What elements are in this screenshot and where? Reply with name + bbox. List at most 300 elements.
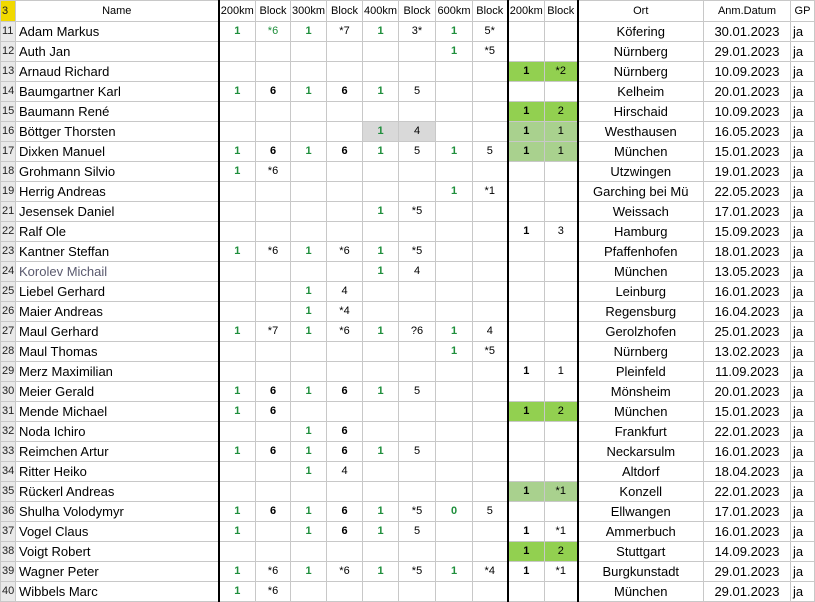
date-cell[interactable]: 15.01.2023 — [704, 402, 791, 422]
c600-cell[interactable] — [436, 522, 473, 542]
b5-cell[interactable] — [545, 382, 578, 402]
b5-cell[interactable] — [545, 282, 578, 302]
b2-cell[interactable]: *6 — [327, 322, 363, 342]
b5-cell[interactable] — [545, 242, 578, 262]
b2-cell[interactable]: 6 — [327, 382, 363, 402]
b3-cell[interactable]: 5 — [399, 442, 436, 462]
b2-cell[interactable] — [327, 202, 363, 222]
b2-cell[interactable] — [327, 162, 363, 182]
c600-cell[interactable] — [436, 222, 473, 242]
gp-cell[interactable]: ja — [791, 302, 815, 322]
c300-cell[interactable]: 1 — [291, 282, 327, 302]
c200-cell[interactable] — [219, 62, 256, 82]
b4-cell[interactable] — [473, 462, 508, 482]
ort-cell[interactable]: Mönsheim — [578, 382, 704, 402]
b2-cell[interactable] — [327, 122, 363, 142]
c200-cell[interactable]: 1 — [219, 142, 256, 162]
b1-cell[interactable] — [256, 282, 291, 302]
date-cell[interactable]: 11.09.2023 — [704, 362, 791, 382]
b1-cell[interactable] — [256, 202, 291, 222]
gp-cell[interactable]: ja — [791, 182, 815, 202]
gp-cell[interactable]: ja — [791, 542, 815, 562]
b1-cell[interactable]: 6 — [256, 442, 291, 462]
b5-cell[interactable]: *2 — [545, 62, 578, 82]
b1-cell[interactable]: *6 — [256, 562, 291, 582]
b4-cell[interactable] — [473, 82, 508, 102]
ort-cell[interactable]: Burgkunstadt — [578, 562, 704, 582]
c400-cell[interactable]: 1 — [363, 262, 399, 282]
b4-cell[interactable] — [473, 122, 508, 142]
b5-cell[interactable] — [545, 182, 578, 202]
name-cell[interactable]: Böttger Thorsten — [16, 122, 219, 142]
b4-cell[interactable] — [473, 542, 508, 562]
c200-cell[interactable]: 1 — [219, 22, 256, 42]
row-number[interactable]: 25 — [1, 282, 16, 302]
gp-cell[interactable]: ja — [791, 242, 815, 262]
row-number[interactable]: 26 — [1, 302, 16, 322]
c400-cell[interactable] — [363, 362, 399, 382]
c600-cell[interactable] — [436, 402, 473, 422]
row-number[interactable]: 30 — [1, 382, 16, 402]
gp-cell[interactable]: ja — [791, 102, 815, 122]
ort-cell[interactable]: Hirschaid — [578, 102, 704, 122]
row-number[interactable]: 33 — [1, 442, 16, 462]
c200b-cell[interactable] — [508, 302, 545, 322]
c300-cell[interactable]: 1 — [291, 22, 327, 42]
c200-cell[interactable]: 1 — [219, 402, 256, 422]
ort-cell[interactable]: München — [578, 262, 704, 282]
row-number[interactable]: 34 — [1, 462, 16, 482]
name-cell[interactable]: Wagner Peter — [16, 562, 219, 582]
c200b-cell[interactable] — [508, 162, 545, 182]
date-cell[interactable]: 16.01.2023 — [704, 442, 791, 462]
gp-cell[interactable]: ja — [791, 382, 815, 402]
c200b-cell[interactable]: 1 — [508, 542, 545, 562]
name-cell[interactable]: Shulha Volodymyr — [16, 502, 219, 522]
row-number[interactable]: 11 — [1, 22, 16, 42]
b2-cell[interactable]: 4 — [327, 282, 363, 302]
row-number[interactable]: 14 — [1, 82, 16, 102]
b4-cell[interactable] — [473, 162, 508, 182]
ort-cell[interactable]: Utzwingen — [578, 162, 704, 182]
ort-cell[interactable]: Nürnberg — [578, 342, 704, 362]
c200b-cell[interactable]: 1 — [508, 522, 545, 542]
b1-cell[interactable] — [256, 42, 291, 62]
b5-cell[interactable] — [545, 202, 578, 222]
ort-cell[interactable]: Frankfurt — [578, 422, 704, 442]
b4-cell[interactable] — [473, 382, 508, 402]
b2-cell[interactable] — [327, 402, 363, 422]
b3-cell[interactable] — [399, 42, 436, 62]
c200-cell[interactable] — [219, 282, 256, 302]
c300-cell[interactable]: 1 — [291, 522, 327, 542]
b1-cell[interactable]: *6 — [256, 22, 291, 42]
c200b-cell[interactable] — [508, 202, 545, 222]
c400-cell[interactable] — [363, 342, 399, 362]
b5-cell[interactable]: *1 — [545, 562, 578, 582]
c300-cell[interactable] — [291, 42, 327, 62]
b2-cell[interactable] — [327, 62, 363, 82]
b2-cell[interactable]: 6 — [327, 82, 363, 102]
name-cell[interactable]: Maier Andreas — [16, 302, 219, 322]
c600-cell[interactable]: 1 — [436, 182, 473, 202]
c200b-cell[interactable] — [508, 502, 545, 522]
name-cell[interactable]: Baumann René — [16, 102, 219, 122]
ort-cell[interactable]: Nürnberg — [578, 42, 704, 62]
b1-cell[interactable] — [256, 462, 291, 482]
b5-cell[interactable] — [545, 162, 578, 182]
b2-cell[interactable] — [327, 542, 363, 562]
c600-cell[interactable] — [436, 462, 473, 482]
name-cell[interactable]: Maul Thomas — [16, 342, 219, 362]
c400-cell[interactable]: 1 — [363, 442, 399, 462]
c200-cell[interactable]: 1 — [219, 162, 256, 182]
row-number[interactable]: 15 — [1, 102, 16, 122]
gp-cell[interactable]: ja — [791, 462, 815, 482]
b2-cell[interactable] — [327, 182, 363, 202]
c600-cell[interactable] — [436, 202, 473, 222]
c200b-cell[interactable] — [508, 22, 545, 42]
b5-cell[interactable]: *1 — [545, 482, 578, 502]
b1-cell[interactable]: 6 — [256, 502, 291, 522]
c400-cell[interactable]: 1 — [363, 22, 399, 42]
c400-cell[interactable] — [363, 402, 399, 422]
b2-cell[interactable] — [327, 262, 363, 282]
c400-cell[interactable]: 1 — [363, 502, 399, 522]
b2-cell[interactable]: 6 — [327, 502, 363, 522]
c400-cell[interactable] — [363, 482, 399, 502]
b4-cell[interactable]: 5* — [473, 22, 508, 42]
c600-cell[interactable] — [436, 122, 473, 142]
b1-cell[interactable]: *7 — [256, 322, 291, 342]
c400-cell[interactable] — [363, 302, 399, 322]
b1-cell[interactable] — [256, 122, 291, 142]
c600-cell[interactable]: 1 — [436, 342, 473, 362]
b4-cell[interactable] — [473, 442, 508, 462]
col-header-block-2[interactable]: Block — [327, 1, 363, 22]
c300-cell[interactable] — [291, 342, 327, 362]
date-cell[interactable]: 17.01.2023 — [704, 202, 791, 222]
c300-cell[interactable]: 1 — [291, 462, 327, 482]
c200b-cell[interactable]: 1 — [508, 562, 545, 582]
b5-cell[interactable]: 2 — [545, 102, 578, 122]
gp-cell[interactable]: ja — [791, 282, 815, 302]
b4-cell[interactable] — [473, 362, 508, 382]
row-number[interactable]: 23 — [1, 242, 16, 262]
c200b-cell[interactable] — [508, 242, 545, 262]
row-number[interactable]: 37 — [1, 522, 16, 542]
b3-cell[interactable]: 5 — [399, 382, 436, 402]
name-cell[interactable]: Baumgartner Karl — [16, 82, 219, 102]
b5-cell[interactable]: 2 — [545, 542, 578, 562]
ort-cell[interactable]: Pleinfeld — [578, 362, 704, 382]
name-cell[interactable]: Maul Gerhard — [16, 322, 219, 342]
name-cell[interactable]: Ritter Heiko — [16, 462, 219, 482]
b2-cell[interactable]: 6 — [327, 422, 363, 442]
c200b-cell[interactable] — [508, 322, 545, 342]
col-header-400km[interactable]: 400km — [363, 1, 399, 22]
c400-cell[interactable]: 1 — [363, 122, 399, 142]
name-cell[interactable]: Meier Gerald — [16, 382, 219, 402]
b2-cell[interactable]: *4 — [327, 302, 363, 322]
c600-cell[interactable] — [436, 482, 473, 502]
b3-cell[interactable]: 4 — [399, 262, 436, 282]
row-number[interactable]: 29 — [1, 362, 16, 382]
date-cell[interactable]: 16.01.2023 — [704, 522, 791, 542]
gp-cell[interactable]: ja — [791, 202, 815, 222]
c200b-cell[interactable] — [508, 42, 545, 62]
b3-cell[interactable] — [399, 422, 436, 442]
c300-cell[interactable]: 1 — [291, 142, 327, 162]
b4-cell[interactable]: 5 — [473, 142, 508, 162]
date-cell[interactable]: 17.01.2023 — [704, 502, 791, 522]
b3-cell[interactable]: *5 — [399, 562, 436, 582]
date-cell[interactable]: 22.01.2023 — [704, 482, 791, 502]
b1-cell[interactable] — [256, 182, 291, 202]
ort-cell[interactable]: Garching bei Mü — [578, 182, 704, 202]
c200-cell[interactable] — [219, 102, 256, 122]
col-header-200km-2[interactable]: 200km — [508, 1, 545, 22]
gp-cell[interactable]: ja — [791, 222, 815, 242]
ort-cell[interactable]: München — [578, 402, 704, 422]
c200-cell[interactable] — [219, 422, 256, 442]
b3-cell[interactable]: 5 — [399, 82, 436, 102]
ort-cell[interactable]: Regensburg — [578, 302, 704, 322]
b3-cell[interactable] — [399, 302, 436, 322]
b3-cell[interactable] — [399, 342, 436, 362]
b3-cell[interactable] — [399, 582, 436, 602]
b3-cell[interactable]: *5 — [399, 202, 436, 222]
c200b-cell[interactable]: 1 — [508, 122, 545, 142]
row-number[interactable]: 38 — [1, 542, 16, 562]
c300-cell[interactable] — [291, 482, 327, 502]
gp-cell[interactable]: ja — [791, 362, 815, 382]
b5-cell[interactable]: 3 — [545, 222, 578, 242]
b5-cell[interactable] — [545, 462, 578, 482]
c400-cell[interactable]: 1 — [363, 82, 399, 102]
name-cell[interactable]: Mende Michael — [16, 402, 219, 422]
c200-cell[interactable]: 1 — [219, 582, 256, 602]
b4-cell[interactable]: *4 — [473, 562, 508, 582]
b4-cell[interactable] — [473, 582, 508, 602]
c400-cell[interactable] — [363, 222, 399, 242]
ort-cell[interactable]: Altdorf — [578, 462, 704, 482]
c200-cell[interactable] — [219, 222, 256, 242]
name-cell[interactable]: Arnaud Richard — [16, 62, 219, 82]
c400-cell[interactable]: 1 — [363, 562, 399, 582]
row-number[interactable]: 39 — [1, 562, 16, 582]
c600-cell[interactable]: 0 — [436, 502, 473, 522]
b4-cell[interactable] — [473, 202, 508, 222]
name-cell[interactable]: Voigt Robert — [16, 542, 219, 562]
date-cell[interactable]: 20.01.2023 — [704, 382, 791, 402]
c600-cell[interactable] — [436, 582, 473, 602]
ort-cell[interactable]: Pfaffenhofen — [578, 242, 704, 262]
c200b-cell[interactable]: 1 — [508, 102, 545, 122]
name-cell[interactable]: Liebel Gerhard — [16, 282, 219, 302]
c200-cell[interactable]: 1 — [219, 382, 256, 402]
c600-cell[interactable]: 1 — [436, 22, 473, 42]
row-header[interactable]: 3 — [1, 1, 16, 22]
ort-cell[interactable]: Ammerbuch — [578, 522, 704, 542]
c600-cell[interactable] — [436, 102, 473, 122]
name-cell[interactable]: Auth Jan — [16, 42, 219, 62]
date-cell[interactable]: 13.05.2023 — [704, 262, 791, 282]
c300-cell[interactable] — [291, 102, 327, 122]
c300-cell[interactable]: 1 — [291, 242, 327, 262]
b3-cell[interactable]: ?6 — [399, 322, 436, 342]
row-number[interactable]: 27 — [1, 322, 16, 342]
b3-cell[interactable] — [399, 482, 436, 502]
b1-cell[interactable] — [256, 102, 291, 122]
b3-cell[interactable] — [399, 222, 436, 242]
date-cell[interactable]: 15.01.2023 — [704, 142, 791, 162]
b4-cell[interactable] — [473, 282, 508, 302]
row-number[interactable]: 22 — [1, 222, 16, 242]
col-header-200km[interactable]: 200km — [219, 1, 256, 22]
name-cell[interactable]: Jesensek Daniel — [16, 202, 219, 222]
b4-cell[interactable] — [473, 482, 508, 502]
col-header-block-4[interactable]: Block — [473, 1, 508, 22]
c400-cell[interactable] — [363, 162, 399, 182]
b2-cell[interactable] — [327, 362, 363, 382]
date-cell[interactable]: 15.09.2023 — [704, 222, 791, 242]
name-cell[interactable]: Noda Ichiro — [16, 422, 219, 442]
c200-cell[interactable]: 1 — [219, 322, 256, 342]
c600-cell[interactable] — [436, 262, 473, 282]
c600-cell[interactable] — [436, 302, 473, 322]
c200-cell[interactable] — [219, 262, 256, 282]
row-number[interactable]: 32 — [1, 422, 16, 442]
date-cell[interactable]: 16.01.2023 — [704, 282, 791, 302]
c300-cell[interactable] — [291, 162, 327, 182]
row-number[interactable]: 35 — [1, 482, 16, 502]
b3-cell[interactable] — [399, 282, 436, 302]
c300-cell[interactable] — [291, 62, 327, 82]
col-header-name[interactable]: Name — [16, 1, 219, 22]
ort-cell[interactable]: Stuttgart — [578, 542, 704, 562]
b2-cell[interactable]: 4 — [327, 462, 363, 482]
b1-cell[interactable] — [256, 422, 291, 442]
c200b-cell[interactable]: 1 — [508, 402, 545, 422]
b4-cell[interactable] — [473, 242, 508, 262]
row-number[interactable]: 19 — [1, 182, 16, 202]
col-header-gp[interactable]: GP — [791, 1, 815, 22]
c600-cell[interactable]: 1 — [436, 142, 473, 162]
gp-cell[interactable]: ja — [791, 422, 815, 442]
c600-cell[interactable] — [436, 422, 473, 442]
b1-cell[interactable]: *6 — [256, 242, 291, 262]
name-cell[interactable]: Herrig Andreas — [16, 182, 219, 202]
gp-cell[interactable]: ja — [791, 62, 815, 82]
b5-cell[interactable] — [545, 442, 578, 462]
col-header-block-1[interactable]: Block — [256, 1, 291, 22]
b2-cell[interactable]: *7 — [327, 22, 363, 42]
gp-cell[interactable]: ja — [791, 322, 815, 342]
c600-cell[interactable] — [436, 542, 473, 562]
ort-cell[interactable]: München — [578, 582, 704, 602]
c200-cell[interactable] — [219, 202, 256, 222]
c600-cell[interactable]: 1 — [436, 562, 473, 582]
c200-cell[interactable]: 1 — [219, 442, 256, 462]
b1-cell[interactable]: 6 — [256, 402, 291, 422]
b3-cell[interactable]: 5 — [399, 522, 436, 542]
c300-cell[interactable]: 1 — [291, 442, 327, 462]
row-number[interactable]: 21 — [1, 202, 16, 222]
c300-cell[interactable] — [291, 362, 327, 382]
b3-cell[interactable] — [399, 402, 436, 422]
b3-cell[interactable]: *5 — [399, 502, 436, 522]
date-cell[interactable]: 25.01.2023 — [704, 322, 791, 342]
ort-cell[interactable]: Nürnberg — [578, 62, 704, 82]
gp-cell[interactable]: ja — [791, 482, 815, 502]
b1-cell[interactable] — [256, 482, 291, 502]
ort-cell[interactable]: Hamburg — [578, 222, 704, 242]
b4-cell[interactable] — [473, 222, 508, 242]
b4-cell[interactable]: *5 — [473, 342, 508, 362]
date-cell[interactable]: 10.09.2023 — [704, 62, 791, 82]
c400-cell[interactable]: 1 — [363, 202, 399, 222]
row-number[interactable]: 12 — [1, 42, 16, 62]
b4-cell[interactable]: 4 — [473, 322, 508, 342]
c200-cell[interactable] — [219, 342, 256, 362]
b3-cell[interactable]: 4 — [399, 122, 436, 142]
ort-cell[interactable]: Gerolzhofen — [578, 322, 704, 342]
b1-cell[interactable]: 6 — [256, 142, 291, 162]
gp-cell[interactable]: ja — [791, 342, 815, 362]
c600-cell[interactable] — [436, 442, 473, 462]
date-cell[interactable]: 16.04.2023 — [704, 302, 791, 322]
gp-cell[interactable]: ja — [791, 522, 815, 542]
date-cell[interactable]: 13.02.2023 — [704, 342, 791, 362]
ort-cell[interactable]: Westhausen — [578, 122, 704, 142]
b5-cell[interactable] — [545, 22, 578, 42]
b4-cell[interactable]: *5 — [473, 42, 508, 62]
c300-cell[interactable]: 1 — [291, 322, 327, 342]
name-cell[interactable]: Rückerl Andreas — [16, 482, 219, 502]
c400-cell[interactable]: 1 — [363, 142, 399, 162]
gp-cell[interactable]: ja — [791, 42, 815, 62]
c200-cell[interactable] — [219, 182, 256, 202]
c300-cell[interactable] — [291, 202, 327, 222]
ort-cell[interactable]: München — [578, 142, 704, 162]
b5-cell[interactable] — [545, 302, 578, 322]
row-number[interactable]: 13 — [1, 62, 16, 82]
b1-cell[interactable]: *6 — [256, 162, 291, 182]
c200b-cell[interactable] — [508, 342, 545, 362]
b4-cell[interactable] — [473, 422, 508, 442]
row-number[interactable]: 17 — [1, 142, 16, 162]
b2-cell[interactable]: *6 — [327, 242, 363, 262]
name-cell[interactable]: Merz Maximilian — [16, 362, 219, 382]
date-cell[interactable]: 22.01.2023 — [704, 422, 791, 442]
b1-cell[interactable] — [256, 342, 291, 362]
b2-cell[interactable]: 6 — [327, 142, 363, 162]
name-cell[interactable]: Adam Markus — [16, 22, 219, 42]
b5-cell[interactable] — [545, 342, 578, 362]
c200b-cell[interactable] — [508, 82, 545, 102]
date-cell[interactable]: 10.09.2023 — [704, 102, 791, 122]
b1-cell[interactable]: 6 — [256, 382, 291, 402]
gp-cell[interactable]: ja — [791, 82, 815, 102]
b5-cell[interactable] — [545, 582, 578, 602]
b1-cell[interactable] — [256, 362, 291, 382]
gp-cell[interactable]: ja — [791, 22, 815, 42]
b5-cell[interactable]: 1 — [545, 122, 578, 142]
c600-cell[interactable]: 1 — [436, 42, 473, 62]
name-cell[interactable]: Reimchen Artur — [16, 442, 219, 462]
date-cell[interactable]: 19.01.2023 — [704, 162, 791, 182]
